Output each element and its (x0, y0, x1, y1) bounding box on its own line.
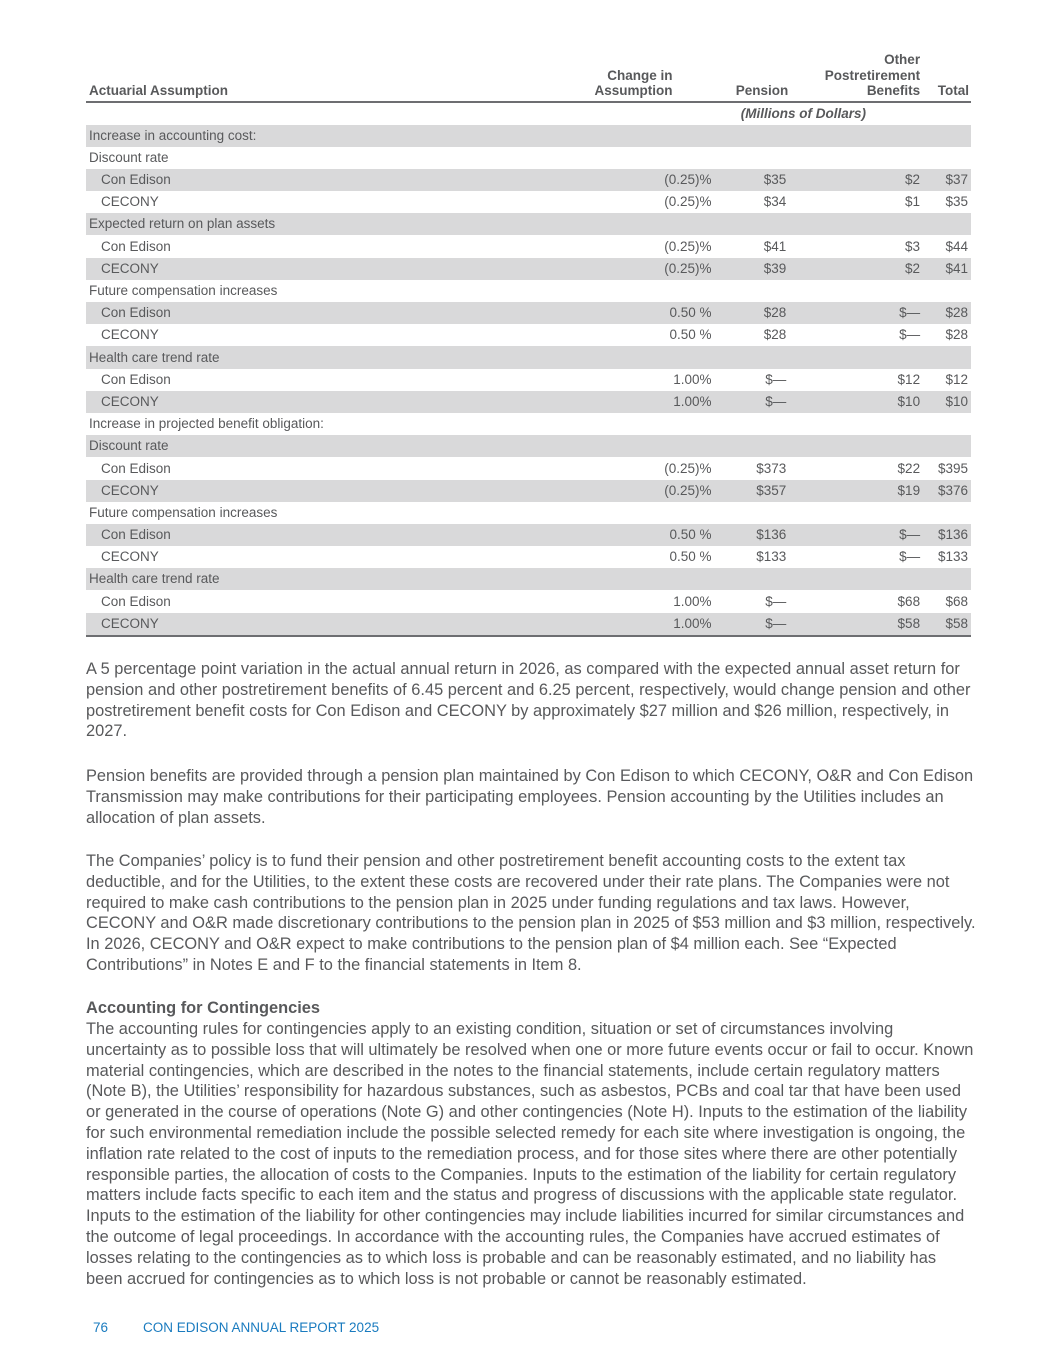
paragraph-contingencies: The accounting rules for contingencies apply to an existing condition, situation or set of circumstances involving uncertainty as to possible loss that will ultimately be resolved when one or more future events occur or fail to occur. Known material contingencies, which are described in the notes to the financial statements, include certain regulatory matters (Note B), the Utilities’ responsibility for hazardous substances, such as asbestos, PCBs and coal tar that have been used or generated in the course of operations (Note G) and other contingencies (Note H). Inputs to the estimation of the liability for such environmental remediation include the possible selected remedy for each site where investigation is ongoing, the inflation rate related to the cost of inputs to the remediation process, and for those sites where there are other potentially responsible parties, the allocation of costs to the Companies. Inputs to the estimation of the liability for certain regulatory matters include facts specific to each item and the status and progress of discussions with the applicable state regulator. Inputs to the estimation of the liability for other contingencies may include liabilities incurred for similar circumstances and the outcome of legal proceedings. In accordance with the accounting rules, the Companies have accrued estimates of losses relating to the contingencies as to which loss is probable and can be reasonably estimated, and no liability has been accrued for contingencies as to which loss is not probable or cannot be reasonably estimated. (86, 1020, 974, 1288)
other-postretirement-cell (789, 435, 923, 457)
other-postretirement-cell: $2 (789, 258, 923, 280)
other-postretirement-cell: $— (789, 302, 923, 324)
total-cell: $12 (945, 371, 968, 387)
total-cell: $28 (923, 302, 971, 324)
table-row (86, 546, 971, 568)
table-row (86, 302, 971, 324)
change-in-assumption-cell: 0.50 % (552, 302, 715, 324)
total-cell (923, 435, 971, 457)
other-postretirement-cell (789, 413, 923, 435)
table-header-row (86, 52, 971, 102)
report-title: CON EDISON ANNUAL REPORT 2025 (143, 1320, 380, 1335)
table-row (86, 457, 971, 479)
pension-cell (715, 213, 790, 235)
change-in-assumption-cell (552, 502, 715, 524)
table-row (86, 435, 971, 457)
other-postretirement-cell: $— (899, 327, 921, 343)
table-row (86, 324, 971, 346)
total-cell (923, 147, 971, 169)
change-in-assumption-cell (552, 147, 715, 169)
document-page (86, 0, 976, 1335)
other-postretirement-cell (789, 346, 923, 368)
pension-cell: $35 (715, 169, 790, 191)
total-cell (923, 213, 971, 235)
change-in-assumption-cell (552, 213, 715, 235)
row-label: Increase in projected benefit obligation: (89, 416, 324, 432)
pension-cell: $— (765, 371, 787, 387)
pension-cell: $39 (715, 258, 790, 280)
change-in-assumption-cell: (0.25)% (664, 194, 712, 210)
change-in-assumption-cell: (0.25)% (664, 238, 712, 254)
total-cell (923, 125, 971, 147)
table-row (86, 413, 971, 435)
header-pension: Pension (715, 52, 790, 102)
table-row (86, 147, 971, 169)
other-postretirement-cell (789, 568, 923, 590)
pension-cell: $133 (756, 549, 787, 565)
pension-cell: $373 (756, 460, 787, 476)
pension-cell (715, 413, 790, 435)
change-in-assumption-cell: (0.25)% (552, 480, 715, 502)
other-postretirement-cell: $22 (897, 460, 921, 476)
table-row (86, 502, 971, 524)
other-postretirement-cell: $68 (897, 593, 921, 609)
pension-cell (715, 435, 790, 457)
row-label: Con Edison (101, 238, 171, 254)
pension-cell (715, 502, 790, 524)
page-footer (93, 1320, 379, 1335)
change-in-assumption-cell: 1.00% (552, 391, 715, 413)
units-row (86, 102, 971, 125)
row-label: Con Edison (101, 460, 171, 476)
other-postretirement-cell: $2 (789, 169, 923, 191)
row-label: Discount rate (89, 149, 169, 165)
change-in-assumption-cell: (0.25)% (552, 258, 715, 280)
total-cell (923, 280, 971, 302)
change-in-assumption-cell: (0.25)% (664, 460, 712, 476)
total-cell: $136 (923, 524, 971, 546)
row-label: CECONY (101, 194, 159, 210)
row-label: Health care trend rate (86, 346, 552, 368)
change-in-assumption-cell: 0.50 % (669, 549, 712, 565)
pension-cell (715, 147, 790, 169)
pension-cell: $28 (715, 302, 790, 324)
paragraph-funding-policy: The Companies’ policy is to fund their pension and other postretirement benefit accounting costs to the extent tax deductible, and for the Utilities, to the extent these costs are recovered under their rate plans. The Companies were not required to make cash contributions to the pension plan in 2025 under funding regulations and tax laws. However, CECONY and O&R made discretionary contributions to the pension plan in 2025 of $53 million and $3 million, respectively. In 2026, CECONY and O&R expect to make contributions to the pension plan of $4 million each. See “Expected Contributions” in Notes E and F to the financial statements in Item 8. (86, 852, 976, 974)
table-row (86, 369, 971, 391)
units-label: (Millions of Dollars) (740, 105, 866, 121)
actuarial-sensitivity-table (86, 52, 971, 637)
total-cell: $10 (923, 391, 971, 413)
total-cell: $58 (923, 613, 971, 636)
change-in-assumption-cell (552, 413, 715, 435)
other-postretirement-cell (789, 502, 923, 524)
total-cell (923, 413, 971, 435)
pension-cell: $41 (763, 238, 787, 254)
total-cell: $41 (923, 258, 971, 280)
section-heading-contingencies: Accounting for Contingencies (86, 999, 321, 1017)
table-row (86, 125, 971, 147)
change-in-assumption-cell (552, 568, 715, 590)
other-postretirement-cell: $1 (905, 194, 921, 210)
table-row (86, 346, 971, 368)
other-postretirement-cell (789, 125, 923, 147)
paragraph-pension-plan: Pension benefits are provided through a pension plan maintained by Con Edison to which CECONY, O&R and Con Edison Transmission may make contributions for their participating employees. Pension accounting by the Utilities includes an allocation of plan assets. (86, 767, 974, 827)
other-postretirement-cell: $10 (789, 391, 923, 413)
change-in-assumption-cell (552, 280, 715, 302)
pension-cell: $28 (763, 327, 787, 343)
other-postretirement-cell: $3 (905, 238, 921, 254)
row-label: CECONY (86, 258, 552, 280)
other-postretirement-cell: $12 (897, 371, 921, 387)
other-postretirement-cell (789, 280, 923, 302)
header-actuarial-assumption: Actuarial Assumption (86, 52, 552, 102)
total-cell: $44 (945, 238, 968, 254)
paragraph-asset-return-variation: A 5 percentage point variation in the actual annual return in 2026, as compared with the expected annual asset return for pension and other postretirement benefits of 6.45 percent and 6.25 percent, respectively, would change pension and other postretirement benefit costs for Con Edison and CECONY by approximately $27 million and $26 million, respectively, in 2027. (86, 660, 971, 741)
table-row (86, 590, 971, 612)
other-postretirement-cell (789, 213, 923, 235)
total-cell: $68 (945, 593, 968, 609)
row-label: Con Edison (86, 524, 552, 546)
table-row (86, 213, 971, 235)
row-label: Increase in accounting cost: (86, 125, 552, 147)
pension-cell: $— (715, 613, 790, 636)
total-cell (923, 502, 971, 524)
pension-cell: $136 (715, 524, 790, 546)
total-cell: $37 (923, 169, 971, 191)
change-in-assumption-cell: 1.00% (673, 593, 712, 609)
page-number: 76 (93, 1320, 109, 1335)
table-row (86, 568, 971, 590)
row-label: Expected return on plan assets (86, 213, 552, 235)
pension-cell: $357 (715, 480, 790, 502)
pension-cell (715, 346, 790, 368)
row-label: Con Edison (86, 302, 552, 324)
total-cell: $28 (945, 327, 968, 343)
other-postretirement-cell: $19 (789, 480, 923, 502)
change-in-assumption-cell (552, 435, 715, 457)
table-row (86, 280, 971, 302)
pension-cell (715, 125, 790, 147)
pension-cell (715, 568, 790, 590)
other-postretirement-cell: $— (789, 524, 923, 546)
table-row (86, 258, 971, 280)
change-in-assumption-cell (552, 125, 715, 147)
table-row (86, 613, 971, 636)
pension-cell: $— (765, 593, 787, 609)
row-label: CECONY (101, 327, 159, 343)
other-postretirement-cell: $58 (789, 613, 923, 636)
header-change-in-assumption: Change in Assumption (552, 52, 715, 102)
table-row (86, 480, 971, 502)
change-in-assumption-cell: 1.00% (552, 613, 715, 636)
total-cell: $395 (937, 460, 968, 476)
row-label: Future compensation increases (89, 504, 278, 520)
pension-cell: $— (715, 391, 790, 413)
table-row (86, 391, 971, 413)
other-postretirement-cell (789, 147, 923, 169)
change-in-assumption-cell: 0.50 % (552, 524, 715, 546)
other-postretirement-cell: $— (899, 549, 921, 565)
header-other-postretirement-benefits: Other Postretirement Benefits (789, 52, 923, 102)
row-label: Future compensation increases (89, 283, 278, 298)
row-label: CECONY (86, 613, 552, 636)
row-label: Con Edison (101, 371, 171, 387)
change-in-assumption-cell (552, 346, 715, 368)
total-cell: $376 (923, 480, 971, 502)
total-cell (923, 346, 971, 368)
table-row (86, 169, 971, 191)
row-label: Con Edison (86, 169, 552, 191)
total-cell: $35 (945, 194, 968, 210)
row-label: CECONY (86, 480, 552, 502)
row-label: Health care trend rate (86, 568, 552, 590)
change-in-assumption-cell: 1.00% (673, 371, 712, 387)
total-cell: $133 (937, 549, 968, 565)
row-label: Discount rate (86, 435, 552, 457)
row-label: CECONY (101, 549, 159, 565)
change-in-assumption-cell: 0.50 % (669, 327, 712, 343)
table-row (86, 235, 971, 257)
total-cell (923, 568, 971, 590)
row-label: Con Edison (101, 593, 171, 609)
pension-cell: $34 (763, 194, 787, 210)
table-row (86, 524, 971, 546)
header-total: Total (923, 52, 971, 102)
pension-cell (715, 280, 790, 302)
table-row (86, 191, 971, 213)
row-label: CECONY (86, 391, 552, 413)
change-in-assumption-cell: (0.25)% (552, 169, 715, 191)
